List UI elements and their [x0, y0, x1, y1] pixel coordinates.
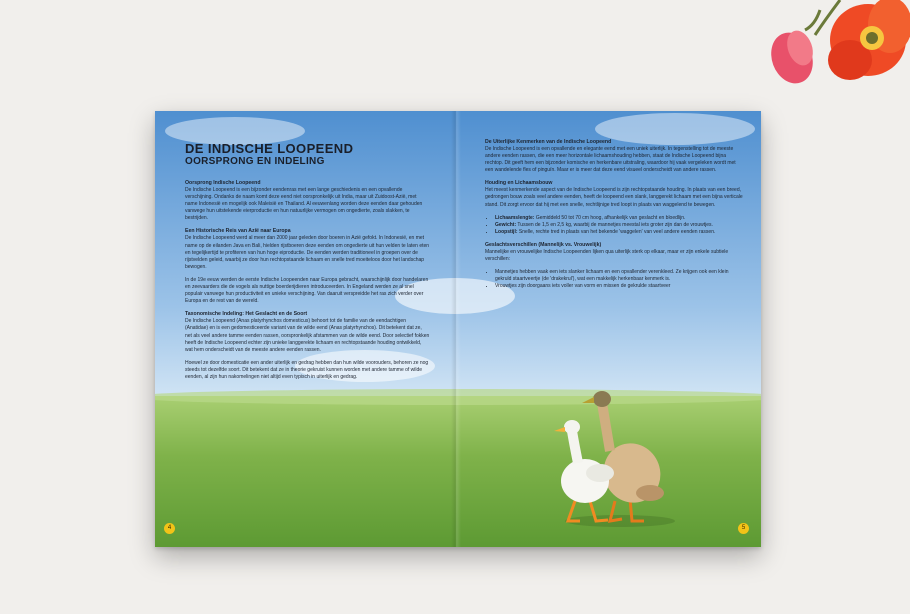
list-item — [495, 269, 743, 283]
paragraph: In de 19e eeuw werden de eerste Indische Loopeenden naar Europa gebracht, waarschijnlijk door handelaren en zeevaarders die de vogels als nuttige boerderijdieren introduceerden. In Engeland werden ze al snel populair vanwege hun productiviteit en unieke verschijning. Van daaruit verspreidde het ras zich verder over Europa en de rest van de wereld. — [185, 276, 429, 305]
list-item-term: Loopstijl: — [495, 228, 518, 235]
paragraph: Hoewel ze door domesticatie een ander uiterlijk en gedrag hebben dan hun wilde voorouders, behoren ze nog steeds tot dezelfde soort. Dit betekent dat ze in theorie gekruist kunnen worden met andere tamme of wilde eenden, al zijn hun nakomelingen niet altijd even typisch in uiterlijk en gedrag. — [185, 359, 429, 380]
list-item — [495, 215, 743, 222]
brown-duck-icon — [582, 391, 670, 521]
list-item — [495, 283, 743, 290]
bullet-list — [485, 215, 743, 236]
paragraph: Mannelijke en vrouwelijke Indische Loopeenden lijken qua uiterlijk sterk op elkaar, maar er zijn enkele subtiele verschillen: — [485, 248, 729, 263]
paragraph: De Indische Loopeend is een opvallende en elegante eend met een uniek uiterlijk. In tegenstelling tot de meeste andere eenden rassen, die een meer horizontale lichaamshouding hebben, staat de Indische Loopeend bijna rechtop. Dit geeft hem een bijzonder komische en herkenbare uitstraling, waardoor hij vaak vergeleken wordt met een wandelende fles of pinguïn. Maar er is meer dat deze eend visueel onderscheidt van andere rassen. — [485, 146, 736, 174]
book-spread — [155, 111, 761, 547]
right-page-text — [485, 139, 743, 296]
list-item-term: Gewicht: — [495, 221, 517, 228]
page-subtitle: OORSPRONG EN INDELING — [185, 156, 325, 167]
paragraph: De Indische Loopeend werd al meer dan 2000 jaar geleden door boeren in Azië gefokt. In Indonesië, en met name op de eilanden Java en Bali, hielden rijstboeren deze eenden om ongedierte uit hun velden te laten eten en tegelijkertijd te profiteren van hun hoge eiproductie. De eenden werden traditioneel in groepen over de rijstvelden geleid, waarbij ze door hun rechtopstaande lichaam en snelle tred moeiteloos door het landschap bewogen. — [185, 235, 430, 270]
page-left — [155, 111, 455, 547]
red-poppy-flowers — [720, 0, 910, 110]
page-number-badge: 4 — [164, 523, 175, 534]
list-item — [495, 222, 743, 229]
ducks-illustration — [550, 381, 685, 531]
list-item-text: Snelle, rechte tred in plaats van het bekende 'waggelen' van veel andere eenden rassen. — [517, 228, 716, 235]
section-heading: De Uiterlijke Kenmerken van de Indische Loopeend — [485, 139, 612, 145]
list-item-text: Tussen de 1,5 en 2,5 kg, waarbij de mannetjes meestal iets groter zijn dan de vrouwtjes. — [516, 221, 713, 228]
red-poppy-bud-icon — [764, 10, 820, 89]
paragraph: De Indische Loopeend (Anas platyrhynchos domesticus) behoort tot de familie van de eendachtigen (Anatidae) en is een gedomesticeerde variant van de wilde eend (Anas platyrhynchos). Dit betekent dat ze, net als veel andere tamme eenden rassen, oorspronkelijk afstammen van de wilde eend. Door selectief fokken heeft de Indische Loopeend echter zijn unieke langgerekte lichaam en rechtopstaande houding ontwikkeld, wat hem onderscheidt van de meeste andere eenden rassen. — [185, 318, 430, 353]
left-page-text — [185, 141, 430, 387]
page-right — [455, 111, 761, 547]
list-item — [495, 229, 743, 236]
list-item-text: Vrouwtjes zijn doorgaans iets voller van vorm en missen de gekrulde staartveer — [495, 283, 671, 290]
paragraph: Het meest kenmerkende aspect van de Indische Loopeend is zijn rechtopstaande houding. In plaats van een breed, gedrongen bouw zoals veel andere eenden, heeft de loopeend een slank, langgerekt lichaam met een bijna verticale stand. Dit zorgt ervoor dat hij met een snelle, rechtlijnige tred loopt in plaats van waggelend te bewegen. — [485, 187, 743, 208]
list-item-term: Lichaamslengte: — [495, 214, 535, 221]
page-title: DE INDISCHE LOOPEEND — [185, 141, 354, 156]
red-poppy-flower-icon — [828, 0, 910, 80]
section-heading: Houding en Lichaamsbouw — [485, 180, 553, 187]
section-heading: Geslachtsverschillen (Mannelijk vs. Vrouwelijk) — [485, 241, 602, 248]
list-item-text: Mannetjes hebben vaak een iets slanker lichaam en een opvallender verenkleed. Ze krijgen ook een klein gekruld staartveertje (de 'drakekrul'), wat een makkelijk herkenbaar kenmerk is. — [495, 269, 729, 283]
list-item-text: Gemiddeld 50 tot 70 cm hoog, afhankelijk van geslacht en bloedlijn. — [534, 214, 686, 221]
paragraph: De Indische Loopeend is een bijzonder eendenras met een lange geschiedenis en een opvallende verschijning. Ondanks de naam komt deze eend niet oorspronkelijk uit India, maar uit Zuidoost-Azië, met name Indonesië en mogelijk ook Maleisië en Thailand. Al eeuwenlang worden deze eenden daar gehouden vanwege hun uitstekende eierproductie en hun natuurlijke vermogen om ongedierte, zoals slakken, te bestrijden. — [185, 187, 423, 222]
section-heading: Oorsprong Indische Loopeend — [185, 180, 261, 186]
bullet-list — [485, 269, 743, 290]
page-number-badge: 5 — [738, 523, 749, 534]
section-heading: Een Historische Reis van Azië naar Europa — [185, 228, 291, 235]
section-heading: Taxonomische Indeling: Het Geslacht en de Soort — [185, 311, 308, 318]
